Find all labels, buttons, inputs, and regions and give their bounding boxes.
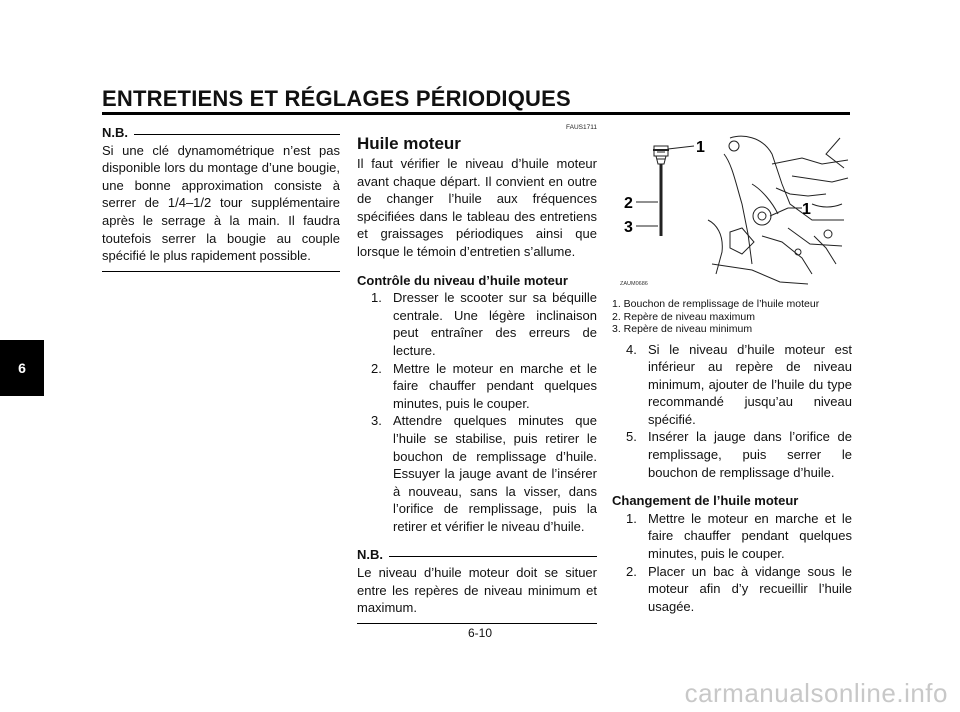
- nb-end-rule: [357, 623, 597, 624]
- figure-captions: [612, 298, 852, 336]
- list-item: 2. Mettre le moteur en marche et le faire chauffer pendant quelques minutes, puis le couper.: [371, 360, 597, 411]
- caption-item: 3. Repère de niveau minimum: [612, 323, 753, 335]
- nb-rule: [389, 556, 597, 557]
- nb-text: Le niveau d’huile moteur doit se situer entre les repères de niveau minimum et maximum.: [357, 565, 597, 616]
- callout-2: 2: [624, 195, 633, 212]
- callout-3: 3: [624, 219, 633, 236]
- nb-label: N.B.: [357, 547, 383, 563]
- header-rule: [102, 112, 850, 115]
- list-item: 4. Si le niveau d’huile moteur est inférieur au repère de niveau minimum, ajouter de l’huile du type recommandé jusqu’au niveau spécifié.: [626, 341, 852, 427]
- section-title: ENTRETIENS ET RÉGLAGES PÉRIODIQUES: [102, 86, 571, 111]
- list-item: 5. Insérer la jauge dans l’orifice de remplissage, puis serrer le bouchon de remplissage d’huile.: [626, 429, 852, 480]
- oil-check-steps-continued: [612, 341, 852, 482]
- list-item: 2. Placer un bac à vidange sous le moteur afin d’y recueillir l’huile usagée.: [626, 563, 852, 614]
- nb-label: N.B.: [102, 125, 128, 140]
- oil-change-steps: [612, 510, 852, 616]
- nb-text: Si une clé dynamométrique n’est pas disponible lors du montage d’une bougie, une bonne approximation consiste à serrer de 1/4–1/2 tour supplémentaire après le serrage à la main. Il faudra toutefois serrer la bougie au couple spécifié le plus rapidement possible.: [102, 142, 340, 264]
- engine-illustration: [612, 124, 852, 296]
- oil-check-heading: Contrôle du niveau d’huile moteur: [357, 272, 568, 288]
- callout-1b: 1: [802, 201, 811, 218]
- page-number: 6-10: [467, 626, 493, 640]
- nb-heading: [102, 124, 340, 142]
- section-code: FAUS1711: [566, 124, 597, 131]
- figure-code: ZAUM0686: [620, 281, 648, 287]
- callout-1: 1: [696, 139, 705, 156]
- filler-cap: [753, 207, 771, 225]
- list-item: 1. Dresser le scooter sur sa béquille centrale. Une légère inclinaison peut entraîner des erreurs de lecture.: [371, 290, 597, 358]
- watermark: carmanualsonline.info: [684, 678, 948, 708]
- column-right: [612, 124, 852, 615]
- engine-oil-intro: Il faut vérifier le niveau d’huile moteur avant chaque départ. Il convient en outre de changer l’huile aux fréquences spécifiées dans le tableau des entretiens et graissages périodiques ainsi que lorsque le témoin d’entretien s’allume.: [357, 156, 597, 259]
- caption-item: 2. Repère de niveau maximum: [612, 310, 755, 323]
- engine-oil-title: Huile moteur: [357, 134, 461, 153]
- column-left: [102, 124, 340, 272]
- list-item: 1. Mettre le moteur en marche et le faire chauffer pendant quelques minutes, puis le couper.: [626, 510, 852, 562]
- nb-heading: [357, 546, 597, 564]
- oil-filler-figure: [612, 124, 852, 296]
- chapter-tab: 6: [0, 340, 44, 396]
- caption-item: 1. Bouchon de remplissage de l’huile moteur: [612, 298, 820, 310]
- nb-rule: [134, 134, 340, 135]
- oil-change-heading: Changement de l’huile moteur: [612, 493, 799, 509]
- list-item: 3. Attendre quelques minutes que l’huile se stabilise, puis retirer le bouchon de remplissage d’huile. Essuyer la jauge avant de l’insérer à nouveau, sans la visser, dans l’orifice de remplissage, puis la retirer et vérifier le niveau d’huile.: [371, 413, 597, 534]
- oil-check-steps: [357, 289, 597, 535]
- nb-end-rule: [102, 271, 340, 272]
- column-middle: [357, 124, 597, 624]
